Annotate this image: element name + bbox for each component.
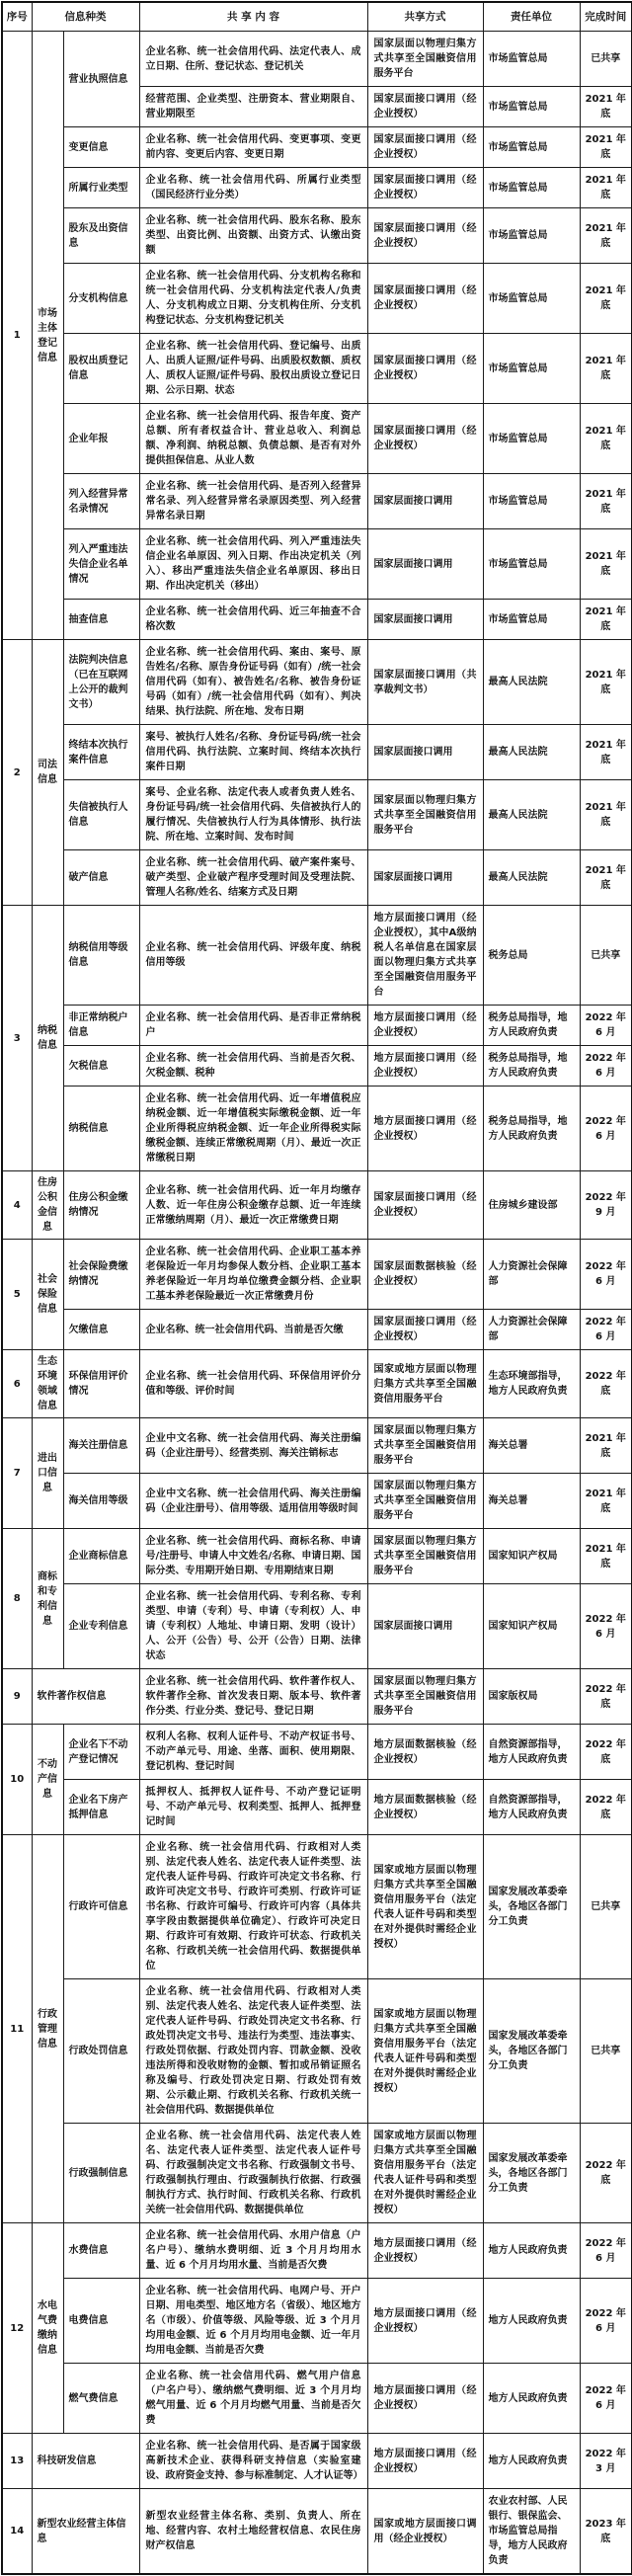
owner-cell: 市场监管总局 (483, 474, 580, 529)
deadline-cell: 2021 年底 (580, 1529, 632, 1584)
serial-cell: 12 (2, 2223, 32, 2434)
content-cell: 企业名称、统一社会信用代码、环保信用评价分值和等级、评价时间 (139, 1350, 367, 1418)
header-deadline: 完成时间 (580, 2, 632, 32)
header-responsible-unit: 责任单位 (483, 2, 580, 32)
serial-cell: 8 (2, 1529, 32, 1669)
serial-cell: 1 (2, 32, 32, 640)
owner-cell: 海关总署 (483, 1418, 580, 1474)
deadline-cell: 2022 年底 (580, 1780, 632, 1835)
content-cell: 企业名称、统一社会信用代码、近一年月均缴存人数、近一年住房公积金缴存总额、近一年连续正常缴纳周期（月）、最近一次正常缴费日期 (139, 1171, 367, 1240)
category-cell: 行政管理信息 (32, 1835, 63, 2223)
content-cell: 新型农业经营主体名称、类别、负责人、所在地、经营内容、农村土地经营权信息、农民住房财产权信息 (139, 2489, 367, 2575)
type-cell: 电费信息 (63, 2279, 139, 2364)
owner-cell: 市场监管总局 (483, 208, 580, 264)
header-serial: 序号 (2, 2, 32, 32)
content-cell: 案号、企业名称、法定代表人或者负责人姓名、身份证号码/统一社会信用代码、失信被执行人的履行情况、失信被执行人行为具体情形、执行法院、所在地、立案时间、发布时间 (139, 780, 367, 850)
deadline-cell: 2021 年底 (580, 1418, 632, 1474)
method-cell: 国家层面接口调用（经企业授权） (367, 1171, 483, 1240)
serial-cell: 10 (2, 1725, 32, 1835)
category-cell: 进出口信息 (32, 1418, 63, 1529)
content-cell: 企业名称、统一社会信用代码、燃气用户信息（户名户号）、缴纳燃气费明细、近 3 个月月均燃气用量、近 6 个月月均燃气用量、当前是否欠费 (139, 2364, 367, 2434)
method-cell: 国家层面接口调用（经企业授权） (367, 264, 483, 334)
method-cell: 国家层面以物理归集方式共享至全国融资信用服务平台 (367, 1529, 483, 1584)
table-row (2, 2279, 632, 2364)
deadline-cell: 2022 年底 (580, 1669, 632, 1725)
method-cell: 国家层面接口调用 (367, 725, 483, 780)
category-cell: 新型农业经营主体信息 (32, 2489, 139, 2575)
deadline-cell: 2021 年底 (580, 87, 632, 127)
owner-cell: 市场监管总局 (483, 600, 580, 640)
method-cell: 国家层面以物理归集方式共享至全国融资信用服务平台 (367, 780, 483, 850)
owner-cell: 税务总局指导，地方人民政府负责 (483, 1046, 580, 1087)
method-cell: 国家或地方层面以物理归集方式共享至全国融资信用服务平台（法定代表人证件号码和类型在对外提供时需经企业授权） (367, 1979, 483, 2124)
category-cell: 商标和专利信息 (32, 1529, 63, 1669)
owner-cell: 自然资源部指导，地方人民政府负责 (483, 1780, 580, 1835)
type-cell: 燃气费信息 (63, 2364, 139, 2434)
method-cell: 国家层面接口调用 (367, 474, 483, 529)
deadline-cell: 2021 年底 (580, 1474, 632, 1529)
method-cell: 国家层面接口调用 (367, 529, 483, 600)
deadline-cell: 2021 年底 (580, 640, 632, 725)
method-cell: 国家层面接口调用（共享裁判文书） (367, 640, 483, 725)
table-row (2, 1979, 632, 2124)
owner-cell: 市场监管总局 (483, 32, 580, 87)
method-cell: 国家层面以物理归集方式共享至全国融资信用服务平台 (367, 1669, 483, 1725)
serial-cell: 2 (2, 640, 32, 906)
owner-cell: 市场监管总局 (483, 87, 580, 127)
type-cell: 海关信用等级 (63, 1474, 139, 1529)
category-cell: 软件著作权信息 (32, 1669, 139, 1725)
category-cell: 市场主体登记信息 (32, 32, 63, 640)
method-cell: 国家层面以物理归集方式共享至全国融资信用服务平台 (367, 1474, 483, 1529)
deadline-cell: 2021 年底 (580, 334, 632, 404)
content-cell: 企业名称、统一社会信用代码、近一年增值税应纳税金额、近一年增值税实际缴税金额、近一年企业所得税应纳税金额、近一年企业所得税实际缴税金额、连续正常缴税周期（月）、最近一次正常缴税日期 (139, 1087, 367, 1171)
header-shared-content: 共 享 内 容 (139, 2, 367, 32)
owner-cell: 税务总局 (483, 906, 580, 1006)
category-cell: 社会保险信息 (32, 1240, 63, 1350)
type-cell: 行政处罚信息 (63, 1979, 139, 2124)
deadline-cell: 2022 年 6 月 (580, 1240, 632, 1310)
method-cell: 国家层面接口调用（经企业授权） (367, 168, 483, 208)
method-cell: 地方层面接口调用（经企业授权） (367, 1046, 483, 1087)
content-cell: 企业名称、统一社会信用代码、当前是否欠税、欠税金额、税种 (139, 1046, 367, 1087)
method-cell: 地方层面接口调用（经企业授权） (367, 2364, 483, 2434)
method-cell: 地方层面接口调用（经企业授权） (367, 2434, 483, 2489)
table-row (2, 2434, 632, 2489)
table-row (2, 725, 632, 780)
owner-cell: 市场监管总局 (483, 264, 580, 334)
type-cell: 失信被执行人信息 (63, 780, 139, 850)
type-cell: 变更信息 (63, 127, 139, 168)
deadline-cell: 已共享 (580, 906, 632, 1006)
table-row (2, 1087, 632, 1171)
content-cell: 企业中文名称、统一社会信用代码、海关注册编码（企业注册号）、信用等级、适用信用等级时间 (139, 1474, 367, 1529)
method-cell: 国家层面数据核验（经企业授权） (367, 1240, 483, 1310)
deadline-cell: 2022 年 6 月 (580, 2364, 632, 2434)
owner-cell: 市场监管总局 (483, 529, 580, 600)
table-row (2, 850, 632, 906)
content-cell: 企业名称、统一社会信用代码、是否非正常纳税户 (139, 1006, 367, 1046)
info-sharing-table (1, 1, 632, 2575)
owner-cell: 税务总局指导，地方人民政府负责 (483, 1087, 580, 1171)
method-cell: 国家层面接口调用（经企业授权） (367, 87, 483, 127)
type-cell: 欠缴信息 (63, 1310, 139, 1350)
content-cell: 企业名称、统一社会信用代码、行政相对人类别、法定代表人姓名、法定代表人证件类型、法定代表人证件号码、行政许可决定文书名称、行政许可决定文书号、行政许可类别、行政许可证书名称、行政许可编号、行政许可内容（具体共享字段由数据提供单位确定）、行政许可决定日期、行政许可有效期、行政许可状态、行政机关名称、行政机关统一社会信用代码、数据提供单位 (139, 1835, 367, 1979)
table-row (2, 1171, 632, 1240)
type-cell: 列入经营异常名录情况 (63, 474, 139, 529)
content-cell: 案号、被执行人姓名/名称、身份证号码/统一社会信用代码、执行法院、立案时间、终结本次执行案件日期 (139, 725, 367, 780)
type-cell: 股东及出资信息 (63, 208, 139, 264)
type-cell: 法院判决信息（已在互联网上公开的裁判文书） (63, 640, 139, 725)
content-cell: 企业名称、统一社会信用代码、分支机构名称和统一社会信用代码、分支机构法定代表人/负责人、分支机构成立日期、分支机构住所、分支机构登记状态、分支机构登记机关 (139, 264, 367, 334)
method-cell: 国家或地方层面以物理归集方式共享至全国融资信用服务平台 (367, 1350, 483, 1418)
content-cell: 企业名称、统一社会信用代码、商标名称、申请号/注册号、申请人中文姓名/名称、申请日期、国际分类、专用期开始日期、专用期结束日期 (139, 1529, 367, 1584)
method-cell: 国家层面接口调用（经企业授权） (367, 127, 483, 168)
type-cell: 行政强制信息 (63, 2124, 139, 2223)
owner-cell: 国家知识产权局 (483, 1584, 580, 1669)
deadline-cell: 2022 年 6 月 (580, 1584, 632, 1669)
type-cell: 终结本次执行案件信息 (63, 725, 139, 780)
table-row (2, 474, 632, 529)
method-cell: 国家或地方层面以物理归集方式共享至全国融资信用服务平台（法定代表人证件号码和类型在对外提供时需经企业授权） (367, 1835, 483, 1979)
table-row (2, 1418, 632, 1474)
table-body (2, 32, 632, 2575)
content-cell: 企业名称、统一社会信用代码、是否属于国家级高新技术企业、获得科研支持信息（实验室建设、政府资金支持、参与标准制定、人才认证等） (139, 2434, 367, 2489)
table-row (2, 2489, 632, 2575)
type-cell: 所属行业类型 (63, 168, 139, 208)
type-cell: 纳税信用等级信息 (63, 906, 139, 1006)
table-row (2, 1474, 632, 1529)
owner-cell: 住房城乡建设部 (483, 1171, 580, 1240)
content-cell: 企业名称、统一社会信用代码、报告年度、资产总额、所有者权益合计、营业总收入、利润总额、净利润、纳税总额、负债总额、是否有对外提供担保信息、从业人数 (139, 404, 367, 474)
method-cell: 国家层面接口调用（经企业授权） (367, 334, 483, 404)
deadline-cell: 2023 年底 (580, 2489, 632, 2575)
content-cell: 抵押权人、抵押权人证件号、不动产登记证明号、不动产单元号、权利类型、抵押人、抵押登记时间 (139, 1780, 367, 1835)
type-cell: 企业专利信息 (63, 1584, 139, 1669)
category-cell: 生态环境领域信息 (32, 1350, 63, 1418)
type-cell: 社会保险费缴纳情况 (63, 1240, 139, 1310)
content-cell: 企业名称、统一社会信用代码、当前是否欠缴 (139, 1310, 367, 1350)
content-cell: 企业名称、统一社会信用代码、案由、案号、原告姓名/名称、原告身份证号码（如有）/统一社会信用代码（如有）、被告姓名/名称、被告身份证号码（如有）/统一社会信用代码（如有）、判决结果、执行法院、所在地、发布日期 (139, 640, 367, 725)
method-cell: 国家层面接口调用（经企业授权） (367, 1310, 483, 1350)
deadline-cell: 2021 年底 (580, 474, 632, 529)
deadline-cell: 已共享 (580, 1979, 632, 2124)
type-cell: 股权出质登记信息 (63, 334, 139, 404)
type-cell: 企业年报 (63, 404, 139, 474)
serial-cell: 6 (2, 1350, 32, 1418)
owner-cell: 农业农村部、人民银行、银保监会、市场监管总局指导，地方人民政府负责 (483, 2489, 580, 2575)
category-cell: 纳税信息 (32, 906, 63, 1171)
header-row (2, 2, 632, 32)
table-row (2, 32, 632, 87)
owner-cell: 地方人民政府负责 (483, 2364, 580, 2434)
deadline-cell: 2022 年 9 月 (580, 1171, 632, 1240)
method-cell: 地方层面接口调用（经企业授权） (367, 2279, 483, 2364)
method-cell: 国家层面以物理归集方式共享至全国融资信用服务平台 (367, 1418, 483, 1474)
type-cell: 环保信用评价情况 (63, 1350, 139, 1418)
table-row (2, 1350, 632, 1418)
table-row (2, 208, 632, 264)
type-cell: 行政许可信息 (63, 1835, 139, 1979)
owner-cell: 国家版权局 (483, 1669, 580, 1725)
type-cell: 企业名下房产抵押信息 (63, 1780, 139, 1835)
table-row (2, 1046, 632, 1087)
content-cell: 企业名称、统一社会信用代码、法定代表人姓名、法定代表人证件类型、法定代表人证件号码、行政强制决定文书名称、行政强制文书号、行政强制执行理由、行政强制执行依据、行政强制执行方式、执行时间、行政机关名称、行政机关统一社会信用代码、数据提供单位 (139, 2124, 367, 2223)
table-row (2, 264, 632, 334)
deadline-cell: 2021 年底 (580, 168, 632, 208)
table-row (2, 640, 632, 725)
owner-cell: 市场监管总局 (483, 168, 580, 208)
table-row (2, 1584, 632, 1669)
deadline-cell: 已共享 (580, 32, 632, 87)
type-cell: 列入严重违法失信企业名单情况 (63, 529, 139, 600)
deadline-cell: 2022 年底 (580, 2124, 632, 2223)
type-cell: 非正常纳税户信息 (63, 1006, 139, 1046)
type-cell: 破产信息 (63, 850, 139, 906)
deadline-cell: 2021 年底 (580, 780, 632, 850)
table-row (2, 600, 632, 640)
table-row (2, 1006, 632, 1046)
content-cell: 企业名称、统一社会信用代码、所属行业类型（国民经济行业分类） (139, 168, 367, 208)
method-cell: 地方层面接口调用（经企业授权） (367, 1006, 483, 1046)
deadline-cell: 2022 年 6 月 (580, 1046, 632, 1087)
table-row (2, 2223, 632, 2279)
deadline-cell: 2021 年底 (580, 725, 632, 780)
header-share-method: 共享方式 (367, 2, 483, 32)
method-cell: 国家或地方层面以物理归集方式共享至全国融资信用服务平台（法定代表人证件号码和类型在对外提供时需经企业授权） (367, 2124, 483, 2223)
owner-cell: 国家知识产权局 (483, 1529, 580, 1584)
content-cell: 企业名称、统一社会信用代码、股东名称、股东类型、出资比例、出资额、出资方式、认缴出资额 (139, 208, 367, 264)
category-cell: 不动产信息 (32, 1725, 63, 1835)
type-cell: 分支机构信息 (63, 264, 139, 334)
type-cell: 营业执照信息 (63, 32, 139, 127)
owner-cell: 最高人民法院 (483, 640, 580, 725)
method-cell: 国家或地方层面接口调用（经企业授权） (367, 2489, 483, 2575)
table-row (2, 1529, 632, 1584)
content-cell: 企业名称、统一社会信用代码、变更事项、变更前内容、变更后内容、变更日期 (139, 127, 367, 168)
owner-cell: 市场监管总局 (483, 404, 580, 474)
deadline-cell: 2022 年 6 月 (580, 1087, 632, 1171)
deadline-cell: 2022 年 3 月 (580, 2434, 632, 2489)
table-row (2, 1725, 632, 1780)
table-row (2, 404, 632, 474)
deadline-cell: 2022 年底 (580, 1350, 632, 1418)
table-row (2, 1780, 632, 1835)
table-row (2, 906, 632, 1006)
owner-cell: 最高人民法院 (483, 850, 580, 906)
type-cell: 企业名下不动产登记情况 (63, 1725, 139, 1780)
method-cell: 地方层面接口调用（经企业授权），其中A级纳税人名单信息在国家层面以物理归集方式共享至全国融资信用服务平台 (367, 906, 483, 1006)
content-cell: 企业名称、统一社会信用代码、企业职工基本养老保险近一年月均参保人数分档、企业职工基本养老保险近一年月均单位缴费金额分档、企业职工基本养老保险最近一次正常缴费月份 (139, 1240, 367, 1310)
owner-cell: 生态环境部指导，地方人民政府负责 (483, 1350, 580, 1418)
type-cell: 欠税信息 (63, 1046, 139, 1087)
serial-cell: 13 (2, 2434, 32, 2489)
serial-cell: 5 (2, 1240, 32, 1350)
serial-cell: 3 (2, 906, 32, 1171)
serial-cell: 11 (2, 1835, 32, 2223)
deadline-cell: 2022 年 6 月 (580, 1310, 632, 1350)
type-cell: 企业商标信息 (63, 1529, 139, 1584)
table-row (2, 1669, 632, 1725)
content-cell: 企业名称、统一社会信用代码、软件著作权人、软件著作全称、首次发表日期、版本号、软件著作分类、行业分类、登记号、登记日期 (139, 1669, 367, 1725)
owner-cell: 国家发展改革委牵头，各地区各部门分工负责 (483, 1835, 580, 1979)
table-row (2, 1310, 632, 1350)
method-cell: 国家层面接口调用（经企业授权） (367, 404, 483, 474)
owner-cell: 自然资源部指导，地方人民政府负责 (483, 1725, 580, 1780)
content-cell: 企业名称、统一社会信用代码、法定代表人、成立日期、住所、登记状态、登记机关 (139, 32, 367, 87)
content-cell: 企业名称、统一社会信用代码、专利名称、专利类型、申请（专利）号、申请（专利权）人、申请（专利权）人地址、申请日期、发明（设计）人、公开（公告）号、公开（公告）日期、法律状态 (139, 1584, 367, 1669)
owner-cell: 市场监管总局 (483, 334, 580, 404)
owner-cell: 市场监管总局 (483, 127, 580, 168)
type-cell: 水费信息 (63, 2223, 139, 2279)
serial-cell: 14 (2, 2489, 32, 2575)
method-cell: 国家层面接口调用 (367, 600, 483, 640)
deadline-cell: 2021 年底 (580, 208, 632, 264)
header-info-type: 信息种类 (32, 2, 139, 32)
type-cell: 纳税信息 (63, 1087, 139, 1171)
serial-cell: 9 (2, 1669, 32, 1725)
owner-cell: 国家发展改革委牵头，各地区各部门分工负责 (483, 2124, 580, 2223)
content-cell: 企业中文名称、统一社会信用代码、海关注册编码（企业注册号）、经营类别、海关注销标志 (139, 1418, 367, 1474)
deadline-cell: 2021 年底 (580, 850, 632, 906)
owner-cell: 最高人民法院 (483, 780, 580, 850)
table-row (2, 334, 632, 404)
type-cell: 抽查信息 (63, 600, 139, 640)
deadline-cell: 2021 年底 (580, 529, 632, 600)
content-cell: 企业名称、统一社会信用代码、列入严重违法失信企业名单原因、列入日期、作出决定机关（列入）、移出严重违法失信企业名单原因、移出日期、作出决定机关（移出） (139, 529, 367, 600)
content-cell: 企业名称、统一社会信用代码、是否列入经营异常名录、列入经营异常名录原因类型、列入经营异常名录日期 (139, 474, 367, 529)
content-cell: 企业名称、统一社会信用代码、水用户信息（户名户号）、缴纳水费明细、近 3 个月月均用水量、近 6 个月月均用水量、当前是否欠费 (139, 2223, 367, 2279)
method-cell: 国家层面接口调用（经企业授权） (367, 208, 483, 264)
owner-cell: 人力资源社会保障部 (483, 1310, 580, 1350)
content-cell: 企业名称、统一社会信用代码、评级年度、纳税信用等级 (139, 906, 367, 1006)
table-row (2, 1835, 632, 1979)
content-cell: 经营范围、企业类型、注册资本、营业期限自、营业期限至 (139, 87, 367, 127)
owner-cell: 地方人民政府负责 (483, 2223, 580, 2279)
method-cell: 地方层面数据核验（经企业授权） (367, 1780, 483, 1835)
deadline-cell: 2022 年 6 月 (580, 1006, 632, 1046)
owner-cell: 最高人民法院 (483, 725, 580, 780)
owner-cell: 地方人民政府负责 (483, 2279, 580, 2364)
serial-cell: 4 (2, 1171, 32, 1240)
content-cell: 企业名称、统一社会信用代码、电网户号、开户日期、用电类型、地区地方名（省级）、地区地方名（市级）、价值等级、风险等级、近 3 个月月均用电金额、近 6 个月月均用电金额、近一年月均用电金额、当前是否欠费 (139, 2279, 367, 2364)
table-row (2, 1240, 632, 1310)
table-header (2, 2, 632, 32)
method-cell: 国家层面接口调用 (367, 1584, 483, 1669)
deadline-cell: 2021 年底 (580, 264, 632, 334)
table-row (2, 2124, 632, 2223)
content-cell: 权利人名称、权利人证件号、不动产权证书号、不动产单元号、用途、坐落、面积、使用期限、登记机构、登记时间 (139, 1725, 367, 1780)
content-cell: 企业名称、统一社会信用代码、破产案件案号、破产类型、企业破产程序受理时间及受理法院、管理人名称/姓名、结案方式及日期 (139, 850, 367, 906)
content-cell: 企业名称、统一社会信用代码、近三年抽查不合格次数 (139, 600, 367, 640)
table-row (2, 127, 632, 168)
type-cell: 海关注册信息 (63, 1418, 139, 1474)
owner-cell: 人力资源社会保障部 (483, 1240, 580, 1310)
table-row (2, 2364, 632, 2434)
method-cell: 地方层面数据核验（经企业授权） (367, 1725, 483, 1780)
category-cell: 科技研发信息 (32, 2434, 139, 2489)
deadline-cell: 2021 年底 (580, 127, 632, 168)
deadline-cell: 已共享 (580, 1835, 632, 1979)
type-cell: 住房公积金缴纳情况 (63, 1171, 139, 1240)
content-cell: 企业名称、统一社会信用代码、行政相对人类别、法定代表人姓名、法定代表人证件类型、法定代表人证件号码、行政处罚决定文书名称、行政处罚决定文书号、违法行为类型、违法事实、行政处罚依据、行政处罚内容、罚款金额、没收违法所得和没收财物的金额、暂扣或吊销证照名称及编号、行政处罚决定日期、行政处罚有效期、公示截止期、行政机关名称、行政机关统一社会信用代码、数据提供单位 (139, 1979, 367, 2124)
content-cell: 企业名称、统一社会信用代码、登记编号、出质人、出质人证照/证件号码、出质股权数额、质权人、质权人证照/证件号码、股权出质设立登记日期、公示日期、状态 (139, 334, 367, 404)
deadline-cell: 2022 年底 (580, 1725, 632, 1780)
table-row (2, 529, 632, 600)
method-cell: 地方层面接口调用（经企业授权） (367, 2223, 483, 2279)
method-cell: 地方层面接口调用（经企业授权） (367, 1087, 483, 1171)
deadline-cell: 2022 年 6 月 (580, 2279, 632, 2364)
method-cell: 国家层面接口调用 (367, 850, 483, 906)
deadline-cell: 2022 年 6 月 (580, 2223, 632, 2279)
method-cell: 国家层面以物理归集方式共享至全国融资信用服务平台 (367, 32, 483, 87)
category-cell: 司法信息 (32, 640, 63, 906)
table-row (2, 780, 632, 850)
category-cell: 住房公积金信息 (32, 1171, 63, 1240)
owner-cell: 地方人民政府负责 (483, 2434, 580, 2489)
deadline-cell: 2021 年底 (580, 404, 632, 474)
owner-cell: 税务总局指导，地方人民政府负责 (483, 1006, 580, 1046)
table-row (2, 168, 632, 208)
owner-cell: 海关总署 (483, 1474, 580, 1529)
serial-cell: 7 (2, 1418, 32, 1529)
owner-cell: 国家发展改革委牵头，各地区各部门分工负责 (483, 1979, 580, 2124)
deadline-cell: 2021 年底 (580, 600, 632, 640)
category-cell: 水电气费缴纳信息 (32, 2223, 63, 2434)
